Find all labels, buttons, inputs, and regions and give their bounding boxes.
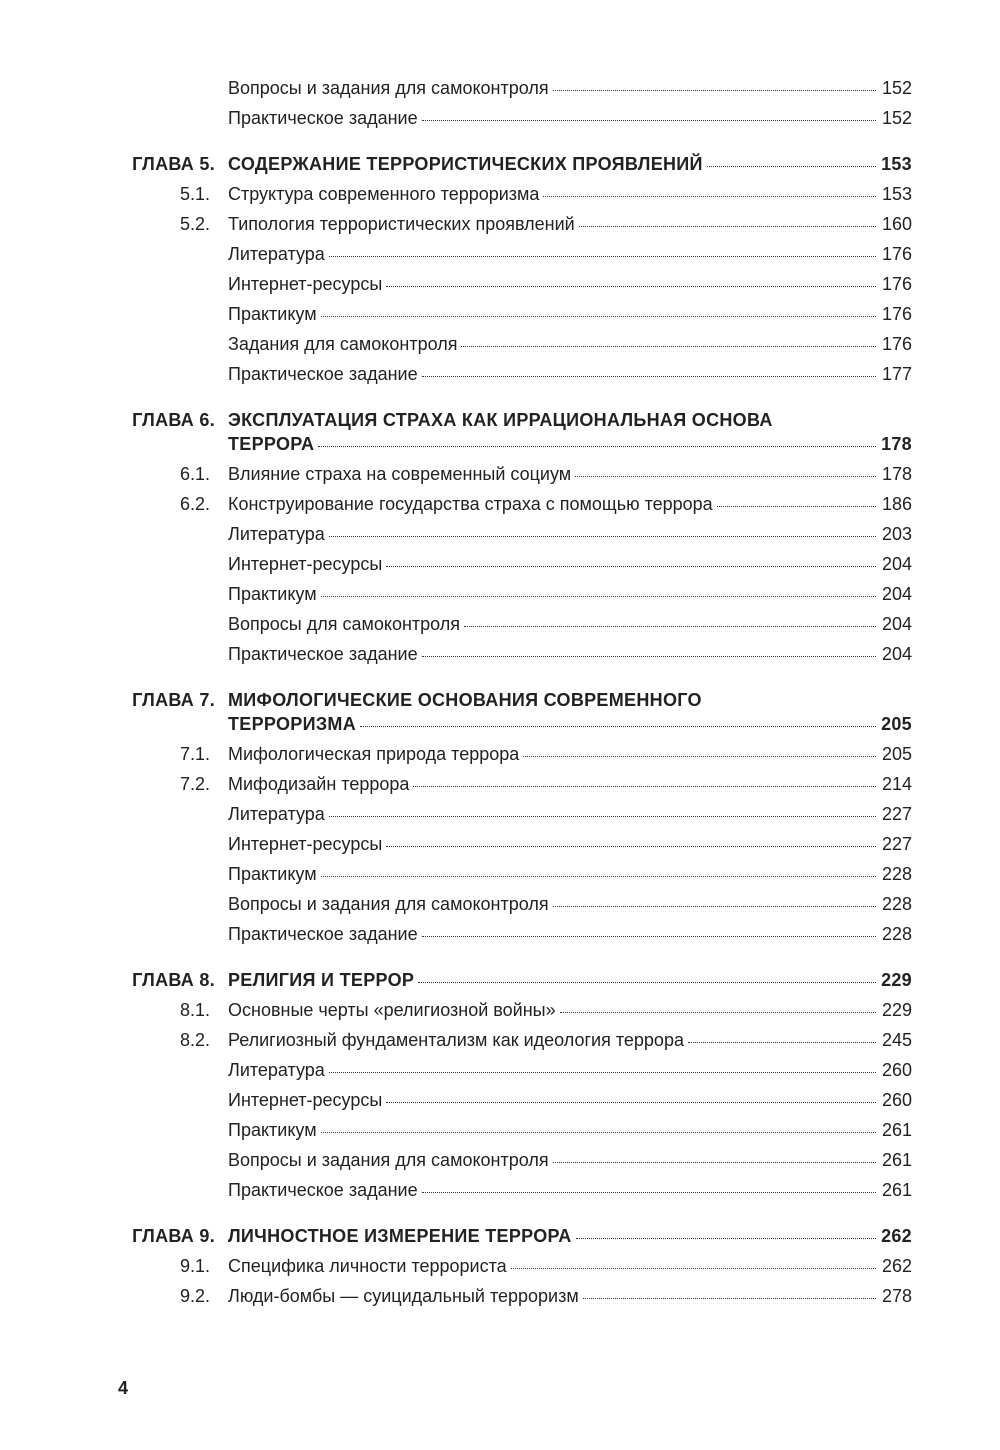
section-number: 9.1.	[179, 1256, 210, 1276]
toc-chapter-heading[interactable]	[0, 684, 1000, 738]
toc-chapter-heading[interactable]	[0, 1220, 1000, 1250]
dot-leader	[543, 196, 876, 197]
toc-chapter-heading[interactable]	[0, 404, 1000, 458]
toc-entry[interactable]	[0, 828, 1000, 858]
page-ref: 228	[881, 864, 912, 884]
dot-leader	[583, 1298, 876, 1299]
page-ref: 153	[881, 154, 912, 174]
dot-leader	[523, 756, 876, 757]
entry-title: Вопросы и задания для самоконтроля	[228, 1150, 549, 1170]
toc-entry[interactable]	[0, 768, 1000, 798]
toc-entry[interactable]	[0, 102, 1000, 132]
toc-entry[interactable]	[0, 638, 1000, 668]
entry-title: ЛИЧНОСТНОЕ ИЗМЕРЕНИЕ ТЕРРОРА	[228, 1226, 572, 1246]
page-ref: 178	[881, 434, 912, 454]
entry-title: Практикум	[228, 864, 317, 884]
toc-entry[interactable]	[0, 608, 1000, 638]
toc-entry[interactable]	[0, 1114, 1000, 1144]
toc-entry[interactable]	[0, 1174, 1000, 1204]
dot-leader	[321, 876, 876, 877]
entry-title: РЕЛИГИЯ И ТЕРРОР	[228, 970, 415, 990]
chapter-number: ГЛАВА 9.	[132, 1226, 215, 1246]
page-ref: 260	[881, 1090, 912, 1110]
entry-title: Интернет-ресурсы	[228, 554, 383, 574]
dot-leader	[321, 596, 876, 597]
dot-leader	[688, 1042, 876, 1043]
page-ref: 177	[881, 364, 912, 384]
section-gap	[0, 948, 1000, 964]
section-gap	[0, 388, 1000, 404]
toc-entry[interactable]	[0, 578, 1000, 608]
dot-leader	[418, 982, 876, 983]
entry-title: Вопросы и задания для самоконтроля	[228, 78, 549, 98]
entry-title: Религиозный фундаментализм как идеология террора	[228, 1030, 684, 1050]
entry-title: Практикум	[228, 584, 317, 604]
section-number: 6.2.	[179, 494, 210, 514]
toc-entry[interactable]	[0, 918, 1000, 948]
section-number: 6.1.	[179, 464, 210, 484]
entry-title: Мифодизайн террора	[228, 774, 410, 794]
page-ref: 204	[881, 644, 912, 664]
toc-entry[interactable]	[0, 268, 1000, 298]
dot-leader	[386, 286, 876, 287]
toc-entry[interactable]	[0, 298, 1000, 328]
dot-leader	[464, 626, 876, 627]
section-number: 9.2.	[179, 1286, 210, 1306]
entry-title: Литература	[228, 804, 325, 824]
toc-entry[interactable]	[0, 994, 1000, 1024]
page-ref: 152	[881, 108, 912, 128]
chapter-title-line-1: МИФОЛОГИЧЕСКИЕ ОСНОВАНИЯ СОВРЕМЕННОГО	[228, 690, 702, 710]
toc-entry[interactable]	[0, 458, 1000, 488]
toc-entry[interactable]	[0, 72, 1000, 102]
toc-entry[interactable]	[0, 798, 1000, 828]
entry-title: Интернет-ресурсы	[228, 1090, 383, 1110]
entry-title: Конструирование государства страха с помощью террора	[228, 494, 713, 514]
page-ref: 214	[881, 774, 912, 794]
dot-leader	[553, 906, 876, 907]
entry-title: Влияние страха на современный социум	[228, 464, 572, 484]
entry-title: Практическое задание	[228, 364, 418, 384]
chapter-title-line-2: ТЕРРОРА	[228, 434, 315, 454]
entry-title: СОДЕРЖАНИЕ ТЕРРОРИСТИЧЕСКИХ ПРОЯВЛЕНИЙ	[228, 154, 703, 174]
section-number: 7.1.	[179, 744, 210, 764]
entry-title: Практическое задание	[228, 108, 418, 128]
page-ref: 204	[881, 584, 912, 604]
toc-entry[interactable]	[0, 208, 1000, 238]
dot-leader	[329, 256, 876, 257]
page-ref: 205	[881, 714, 912, 734]
page-ref: 261	[881, 1120, 912, 1140]
toc-entry[interactable]	[0, 358, 1000, 388]
page-ref: 178	[881, 464, 912, 484]
dot-leader	[386, 566, 876, 567]
entry-title: Интернет-ресурсы	[228, 834, 383, 854]
page-number: 4	[118, 1378, 129, 1398]
dot-leader	[576, 1238, 876, 1239]
dot-leader	[707, 166, 876, 167]
entry-title: Интернет-ресурсы	[228, 274, 383, 294]
entry-title: Задания для самоконтроля	[228, 334, 458, 354]
dot-leader	[422, 936, 876, 937]
page-ref: 153	[881, 184, 912, 204]
chapter-title-line-1: ЭКСПЛУАТАЦИЯ СТРАХА КАК ИРРАЦИОНАЛЬНАЯ ОСНОВА	[228, 410, 773, 430]
entry-title: Практическое задание	[228, 1180, 418, 1200]
dot-leader	[560, 1012, 876, 1013]
dot-leader	[360, 726, 876, 727]
page-ref: 204	[881, 554, 912, 574]
dot-leader	[575, 476, 876, 477]
table-of-contents	[0, 72, 1000, 1310]
section-gap	[0, 1204, 1000, 1220]
toc-entry[interactable]	[0, 888, 1000, 918]
page-ref: 228	[881, 894, 912, 914]
entry-title: Вопросы для самоконтроля	[228, 614, 461, 634]
entry-title: Типология террористических проявлений	[228, 214, 575, 234]
entry-title: Литература	[228, 524, 325, 544]
page-ref: 261	[881, 1180, 912, 1200]
dot-leader	[386, 846, 876, 847]
dot-leader	[579, 226, 876, 227]
page-ref: 228	[881, 924, 912, 944]
dot-leader	[553, 90, 876, 91]
toc-entry[interactable]	[0, 738, 1000, 768]
dot-leader	[422, 1192, 876, 1193]
entry-title: Люди-бомбы — суицидальный терроризм	[228, 1286, 579, 1306]
page-ref: 176	[881, 274, 912, 294]
dot-leader	[422, 376, 876, 377]
page-ref: 176	[881, 304, 912, 324]
page-ref: 152	[881, 78, 912, 98]
section-number: 5.2.	[179, 214, 210, 234]
page-ref: 229	[881, 970, 912, 990]
dot-leader	[321, 316, 876, 317]
dot-leader	[318, 446, 876, 447]
dot-leader	[422, 656, 876, 657]
page-ref: 229	[881, 1000, 912, 1020]
section-gap	[0, 668, 1000, 684]
entry-title: Практикум	[228, 304, 317, 324]
dot-leader	[511, 1268, 876, 1269]
entry-title: Основные черты «религиозной войны»	[228, 1000, 556, 1020]
page-ref: 176	[881, 244, 912, 264]
toc-entry[interactable]	[0, 1054, 1000, 1084]
page-ref: 262	[881, 1226, 912, 1246]
entry-title: Литература	[228, 244, 325, 264]
chapter-number: ГЛАВА 5.	[132, 154, 215, 174]
dot-leader	[422, 120, 876, 121]
dot-leader	[329, 816, 876, 817]
toc-entry[interactable]	[0, 1024, 1000, 1054]
dot-leader	[553, 1162, 876, 1163]
page-ref: 204	[881, 614, 912, 634]
section-number: 8.1.	[179, 1000, 210, 1020]
chapter-number: ГЛАВА 8.	[132, 970, 215, 990]
dot-leader	[329, 1072, 876, 1073]
toc-chapter-heading[interactable]	[0, 148, 1000, 178]
toc-entry[interactable]	[0, 178, 1000, 208]
chapter-number: ГЛАВА 7.	[132, 690, 215, 710]
entry-title: Практическое задание	[228, 924, 418, 944]
dot-leader	[329, 536, 876, 537]
page-ref: 186	[881, 494, 912, 514]
toc-entry[interactable]	[0, 858, 1000, 888]
toc-entry[interactable]	[0, 548, 1000, 578]
toc-entry[interactable]	[0, 488, 1000, 518]
dot-leader	[717, 506, 876, 507]
chapter-number: ГЛАВА 6.	[132, 410, 215, 430]
entry-title: Специфика личности террориста	[228, 1256, 507, 1276]
dot-leader	[321, 1132, 876, 1133]
toc-entry[interactable]	[0, 1084, 1000, 1114]
toc-entry[interactable]	[0, 328, 1000, 358]
chapter-title-line-2: ТЕРРОРИЗМА	[228, 714, 356, 734]
entry-title: Литература	[228, 1060, 325, 1080]
page-ref: 260	[881, 1060, 912, 1080]
entry-title: Мифологическая природа террора	[228, 744, 520, 764]
dot-leader	[413, 786, 876, 787]
entry-title: Практикум	[228, 1120, 317, 1140]
page-ref: 203	[881, 524, 912, 544]
page-ref: 227	[881, 834, 912, 854]
section-gap	[0, 132, 1000, 148]
page-ref: 205	[881, 744, 912, 764]
page-ref: 261	[881, 1150, 912, 1170]
toc-entry[interactable]	[0, 1250, 1000, 1280]
toc-entry[interactable]	[0, 1144, 1000, 1174]
toc-chapter-heading[interactable]	[0, 964, 1000, 994]
toc-entry[interactable]	[0, 238, 1000, 268]
entry-title: Структура современного терроризма	[228, 184, 540, 204]
section-number: 5.1.	[179, 184, 210, 204]
section-number: 8.2.	[179, 1030, 210, 1050]
page-ref: 278	[881, 1286, 912, 1306]
page-ref: 227	[881, 804, 912, 824]
page-ref: 245	[881, 1030, 912, 1050]
page-ref: 176	[881, 334, 912, 354]
page-ref: 262	[881, 1256, 912, 1276]
section-number: 7.2.	[179, 774, 210, 794]
entry-title: Практическое задание	[228, 644, 418, 664]
toc-entry[interactable]	[0, 518, 1000, 548]
dot-leader	[461, 346, 876, 347]
entry-title: Вопросы и задания для самоконтроля	[228, 894, 549, 914]
toc-entry[interactable]	[0, 1280, 1000, 1310]
dot-leader	[386, 1102, 876, 1103]
page-ref: 160	[881, 214, 912, 234]
